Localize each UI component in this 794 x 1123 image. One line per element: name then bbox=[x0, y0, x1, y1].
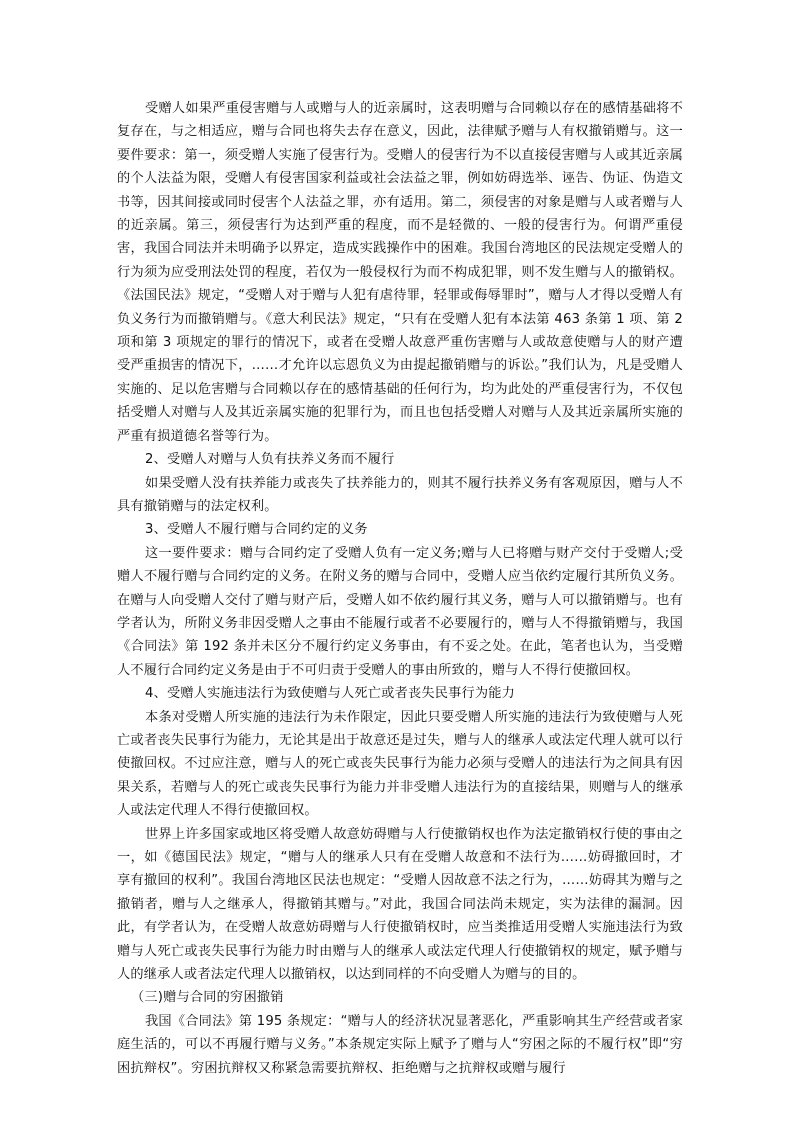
heading-section-3: （三)赠与合同的穷困撤销 bbox=[131, 990, 284, 1006]
paragraph-contract-duty: 这一要件要求：赠与合同约定了受赠人负有一定义务;赠与人已将赠与财产交付于受赠人;受赠人不履行赠与合同约定的义务。在附义务的赠与合同中，受赠人应当依约定履行其所负义务。在赠与人向受赠人交付了赠与财产后，受赠人如不依约履行其义务，赠与人可以撤销赠与。也有学者认为，所附义务非因受赠人之事由不能履行或者不必要履行的，赠与人不得撤销赠与，我国《合同法》第 192 条并未区分不履行约定义务事由，有不妥之处。在此，笔者也认为，当受赠人不履行合同约定义务是由于不可归责于受赠人的事由所致的，赠与人不得行使撤回权。 bbox=[117, 545, 683, 678]
paragraph-support-duty: 如果受赠人没有扶养能力或丧失了扶养能力的，则其不履行扶养义务有客观原因，赠与人不具有撤销赠与的法定权利。 bbox=[117, 475, 683, 514]
paragraph-poverty-revocation: 我国《合同法》第 195 条规定：“赠与人的经济状况显著恶化，严重影响其生产经营或者家庭生活的，可以不再履行赠与义务。”本条规定实际上赋予了赠与人“穷困之际的不履行权”即“穷困抗辩权”。穷困抗辩权又称紧急需要抗辩权、拒绝赠与之抗辩权或赠与履行 bbox=[117, 1013, 683, 1076]
paragraph-serious-infringement: 受赠人如果严重侵害赠与人或赠与人的近亲属时，这表明赠与合同赖以存在的感情基础将不复存在，与之相适应，赠与合同也将失去存在意义，因此，法律赋予赠与人有权撤销赠与。这一要件要求：第一，须受赠人实施了侵害行为。受赠人的侵害行为不以直接侵害赠与人或其近亲属的个人法益为限，受赠人有侵害国家利益或社会法益之罪，例如妨碍选举、诬告、伪证、伪造文书等，因其间接或同时侵害个人法益之罪，亦有适用。第二，须侵害的对象是赠与人或者赠与人的近亲属。第三，须侵害行为达到严重的程度，而不是轻微的、一般的侵害行为。何谓严重侵害，我国合同法并未明确予以界定，造成实践操作中的困难。我国台湾地区的民法规定受赠人的行为须为应受刑法处罚的程度，若仅为一般侵权行为而不构成犯罪，则不发生赠与人的撤销权。《法国民法》规定，“受赠人对于赠与人犯有虐待罪，轻罪或侮辱罪时”，赠与人才得以受赠人有负义务行为而撤销赠与。《意大利民法》规定，“只有在受赠人犯有本法第 463 条第 1 项、第 2 项和第 3 项规定的罪行的情况下，或者在受赠人故意严重伤害赠与人或故意使赠与人的财产遭受严重损害的情况下，……才允许以忘恩负义为由提起撤销赠与的诉讼。”我们认为，凡是受赠人实施的、足以危害赠与合同赖以存在的感情基础的任何行为，均为此处的严重侵害行为，不仅包括受赠人对赠与人及其近亲属实施的犯罪行为，而且也包括受赠人对赠与人及其近亲属所实施的严重有损道德名誉等行为。 bbox=[117, 101, 683, 444]
paragraph-illegal-act: 本条对受赠人所实施的违法行为未作限定，因此只要受赠人所实施的违法行为致使赠与人死亡或者丧失民事行为能力，无论其是出于故意还是过失，赠与人的继承人或法定代理人就可以行使撤回权。不过应注意，赠与人的死亡或丧失民事行为能力必须与受赠人的违法行为之间具有因果关系，若赠与人的死亡或丧失民事行为能力并非受赠人违法行为的直接结果，则赠与人的继承人或法定代理人不得行使撤回权。 bbox=[117, 709, 683, 819]
heading-item-3: 3、受赠人不履行赠与合同约定的义务 bbox=[145, 522, 368, 538]
paragraph-obstruction: 世界上许多国家或地区将受赠人故意妨碍赠与人行使撤销权也作为法定撤销权行使的事由之一，如《德国民法》规定，“赠与人的继承人只有在受赠人故意和不法行为……妨碍撤回时，才享有撤回的权利”。我国台湾地区民法也规定：“受赠人因故意不法之行为，……妨碍其为赠与之撤销者，赠与人之继承人，得撤销其赠与。”对此，我国合同法尚未规定，实为法律的漏洞。因此，有学者认为，在受赠人故意妨碍赠与人行使撤销权时，应当类推适用受赠人实施违法行为致赠与人死亡或丧失民事行为能力时由赠与人的继承人或法定代理人行使撤销权的规定，赋予赠与人的继承人或者法定代理人以撤销权，以达到同样的不向受赠人为赠与的目的。 bbox=[117, 826, 683, 983]
heading-item-4: 4、受赠人实施违法行为致使赠与人死亡或者丧失民事行为能力 bbox=[145, 686, 516, 702]
document-page bbox=[117, 97, 683, 1080]
heading-item-2: 2、受赠人对赠与人负有扶养义务而不履行 bbox=[145, 452, 395, 468]
